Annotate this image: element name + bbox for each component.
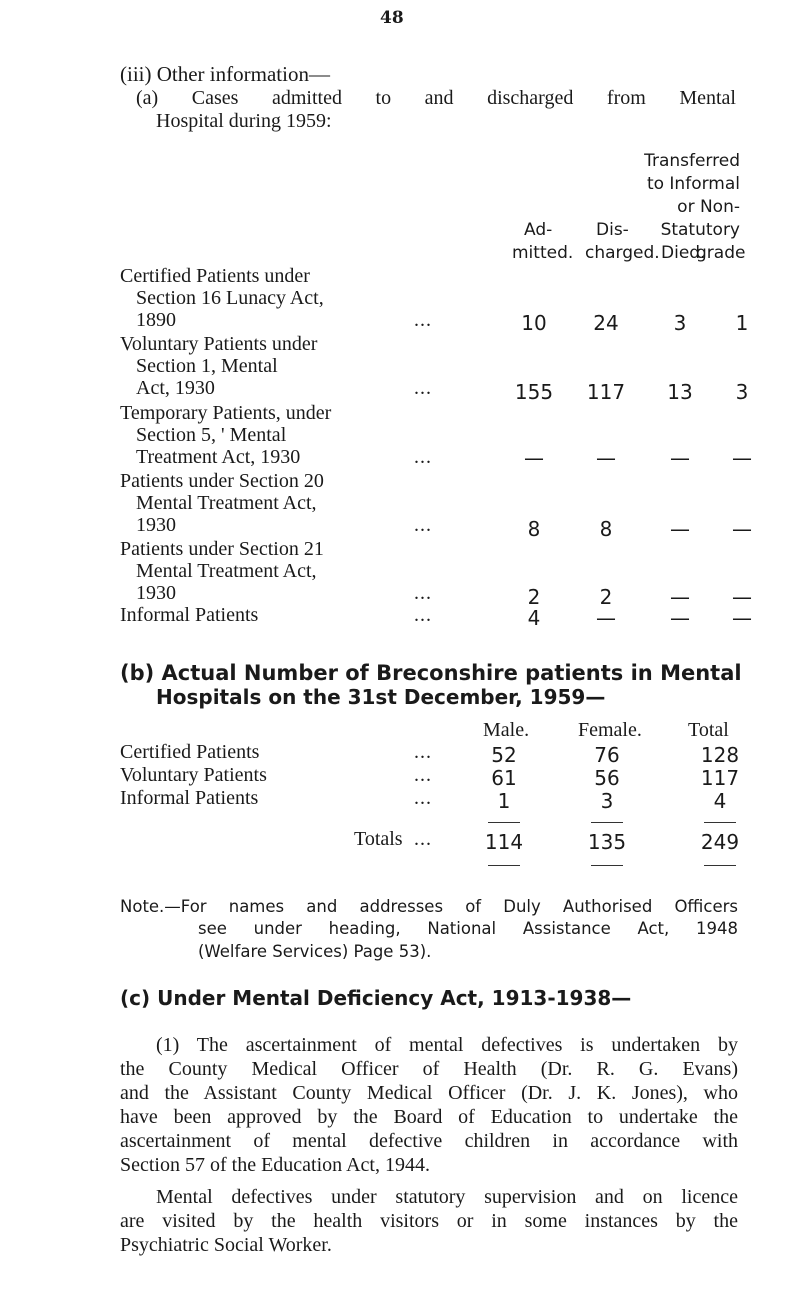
row4-label-line2: Mental Treatment Act,: [136, 492, 317, 514]
row4-label-line3: 1930: [136, 514, 176, 536]
row2-transferred: 3: [735, 380, 749, 404]
tb-row3-total: 4: [713, 789, 727, 813]
row5-label-line2: Mental Treatment Act,: [136, 560, 317, 582]
para1-line6: Section 57 of the Education Act, 1944.: [120, 1154, 430, 1176]
totals-label: Totals: [354, 828, 403, 850]
row6-transferred: —: [732, 606, 752, 630]
tb-row2-dots: ...: [414, 764, 432, 786]
sub-c-heading: (c) Under Mental Deficiency Act, 1913-1938—: [120, 986, 632, 1010]
row4-dots: ...: [414, 514, 432, 536]
rule-female-top: [591, 822, 623, 823]
row5-transferred: —: [732, 585, 752, 609]
row3-dots: ...: [414, 446, 432, 468]
row3-discharged: —: [596, 446, 616, 470]
header-discharged-2: charged.: [585, 243, 660, 263]
header-admitted-2: mitted.: [512, 243, 574, 263]
para2-line3: Psychiatric Social Worker.: [120, 1234, 332, 1256]
sub-b-line2: Hospitals on the 31st December, 1959—: [156, 685, 606, 709]
row3-admitted: —: [524, 446, 544, 470]
row2-label-line3: Act, 1930: [136, 377, 215, 399]
header-discharged-1: Dis-: [596, 220, 629, 240]
row4-discharged: 8: [599, 517, 613, 541]
row3-died: —: [670, 446, 690, 470]
row2-label-line2: Section 1, Mental: [136, 355, 278, 377]
row2-died: 13: [667, 380, 693, 404]
rule-male-bottom: [488, 865, 520, 866]
totals-male: 114: [484, 830, 524, 854]
para1-line3: and the Assistant County Medical Officer (Dr. J. K. Jones), who: [120, 1082, 738, 1104]
tb-row3-male: 1: [497, 789, 511, 813]
header-admitted-1: Ad-: [524, 220, 553, 240]
row1-label-line1: Certified Patients under: [120, 265, 310, 287]
row1-label-line3: 1890: [136, 309, 176, 331]
tb-row2-total: 117: [700, 766, 740, 790]
row4-died: —: [670, 517, 690, 541]
note-line3: (Welfare Services) Page 53).: [198, 942, 432, 961]
para2-line1: Mental defectives under statutory supervision and on licence: [156, 1186, 738, 1208]
row5-died: —: [670, 585, 690, 609]
row2-discharged: 117: [586, 380, 626, 404]
tb-row2-female: 56: [594, 766, 620, 790]
header-grade: grade: [696, 243, 746, 263]
para1-line4: have been approved by the Board of Education to undertake the: [120, 1106, 738, 1128]
header-female: Female.: [578, 719, 642, 741]
sub-a-line2: Hospital during 1959:: [156, 110, 332, 132]
row4-label-line1: Patients under Section 20: [120, 470, 324, 492]
para1-line2: the County Medical Officer of Health (Dr. R. G. Evans): [120, 1058, 738, 1080]
row1-label-line2: Section 16 Lunacy Act,: [136, 287, 324, 309]
tb-row1-dots: ...: [414, 741, 432, 763]
row2-dots: ...: [414, 377, 432, 399]
para1-line5: ascertainment of mental defective children in accordance with: [120, 1130, 738, 1152]
rule-total-top: [704, 822, 736, 823]
row4-admitted: 8: [527, 517, 541, 541]
row1-admitted: 10: [521, 311, 547, 335]
row6-discharged: —: [596, 606, 616, 630]
sub-b-line1: (b) Actual Number of Breconshire patients in Mental: [120, 661, 742, 685]
header-male: Male.: [483, 719, 530, 741]
rule-male-top: [488, 822, 520, 823]
row5-admitted: 2: [527, 585, 541, 609]
note-line1: Note.—For names and addresses of Duly Authorised Officers: [120, 897, 738, 916]
para2-line2: are visited by the health visitors or in some instances by the: [120, 1210, 738, 1232]
para1-line1: (1) The ascertainment of mental defectives is undertaken by: [156, 1034, 738, 1056]
tb-row3-dots: ...: [414, 787, 432, 809]
tb-row1-female: 76: [594, 743, 620, 767]
tb-row2-label: Voluntary Patients: [120, 764, 267, 786]
row5-discharged: 2: [599, 585, 613, 609]
header-transferred-2: to Informal: [646, 174, 740, 194]
row6-died: —: [670, 606, 690, 630]
row6-label-line1: Informal Patients: [120, 604, 259, 626]
sub-a-line1: (a) Cases admitted to and discharged from Mental: [136, 87, 736, 109]
row5-label-line3: 1930: [136, 582, 176, 604]
row5-label-line1: Patients under Section 21: [120, 538, 324, 560]
rule-female-bottom: [591, 865, 623, 866]
rule-total-bottom: [704, 865, 736, 866]
row3-label-line2: Section 5, ' Mental: [136, 424, 287, 446]
header-transferred-3: or Non-: [677, 197, 740, 217]
row3-label-line3: Treatment Act, 1930: [136, 446, 301, 468]
row1-died: 3: [673, 311, 687, 335]
row5-dots: ...: [414, 582, 432, 604]
header-total: Total: [688, 719, 729, 741]
row1-dots: ...: [414, 309, 432, 331]
row3-label-line1: Temporary Patients, under: [120, 402, 332, 424]
header-transferred-4: Statutory: [660, 220, 740, 240]
tb-row1-label: Certified Patients: [120, 741, 260, 763]
row1-transferred: 1: [735, 311, 749, 335]
note-line2: see under heading, National Assistance Act, 1948: [198, 919, 738, 938]
tb-row1-male: 52: [491, 743, 517, 767]
tb-row2-male: 61: [491, 766, 517, 790]
row6-dots: ...: [414, 604, 432, 626]
row4-transferred: —: [732, 517, 752, 541]
row2-admitted: 155: [514, 380, 554, 404]
tb-row1-total: 128: [700, 743, 740, 767]
page-number: 48: [380, 8, 404, 28]
section-iii-heading: (iii) Other information—: [120, 62, 330, 86]
totals-dots: ...: [414, 828, 432, 850]
header-died: Died.: [661, 243, 706, 263]
row6-admitted: 4: [527, 606, 541, 630]
totals-total: 249: [700, 830, 740, 854]
row2-label-line1: Voluntary Patients under: [120, 333, 318, 355]
totals-female: 135: [587, 830, 627, 854]
row3-transferred: —: [732, 446, 752, 470]
row1-discharged: 24: [593, 311, 619, 335]
tb-row3-female: 3: [600, 789, 614, 813]
header-transferred-1: Transferred: [644, 151, 740, 171]
tb-row3-label: Informal Patients: [120, 787, 259, 809]
